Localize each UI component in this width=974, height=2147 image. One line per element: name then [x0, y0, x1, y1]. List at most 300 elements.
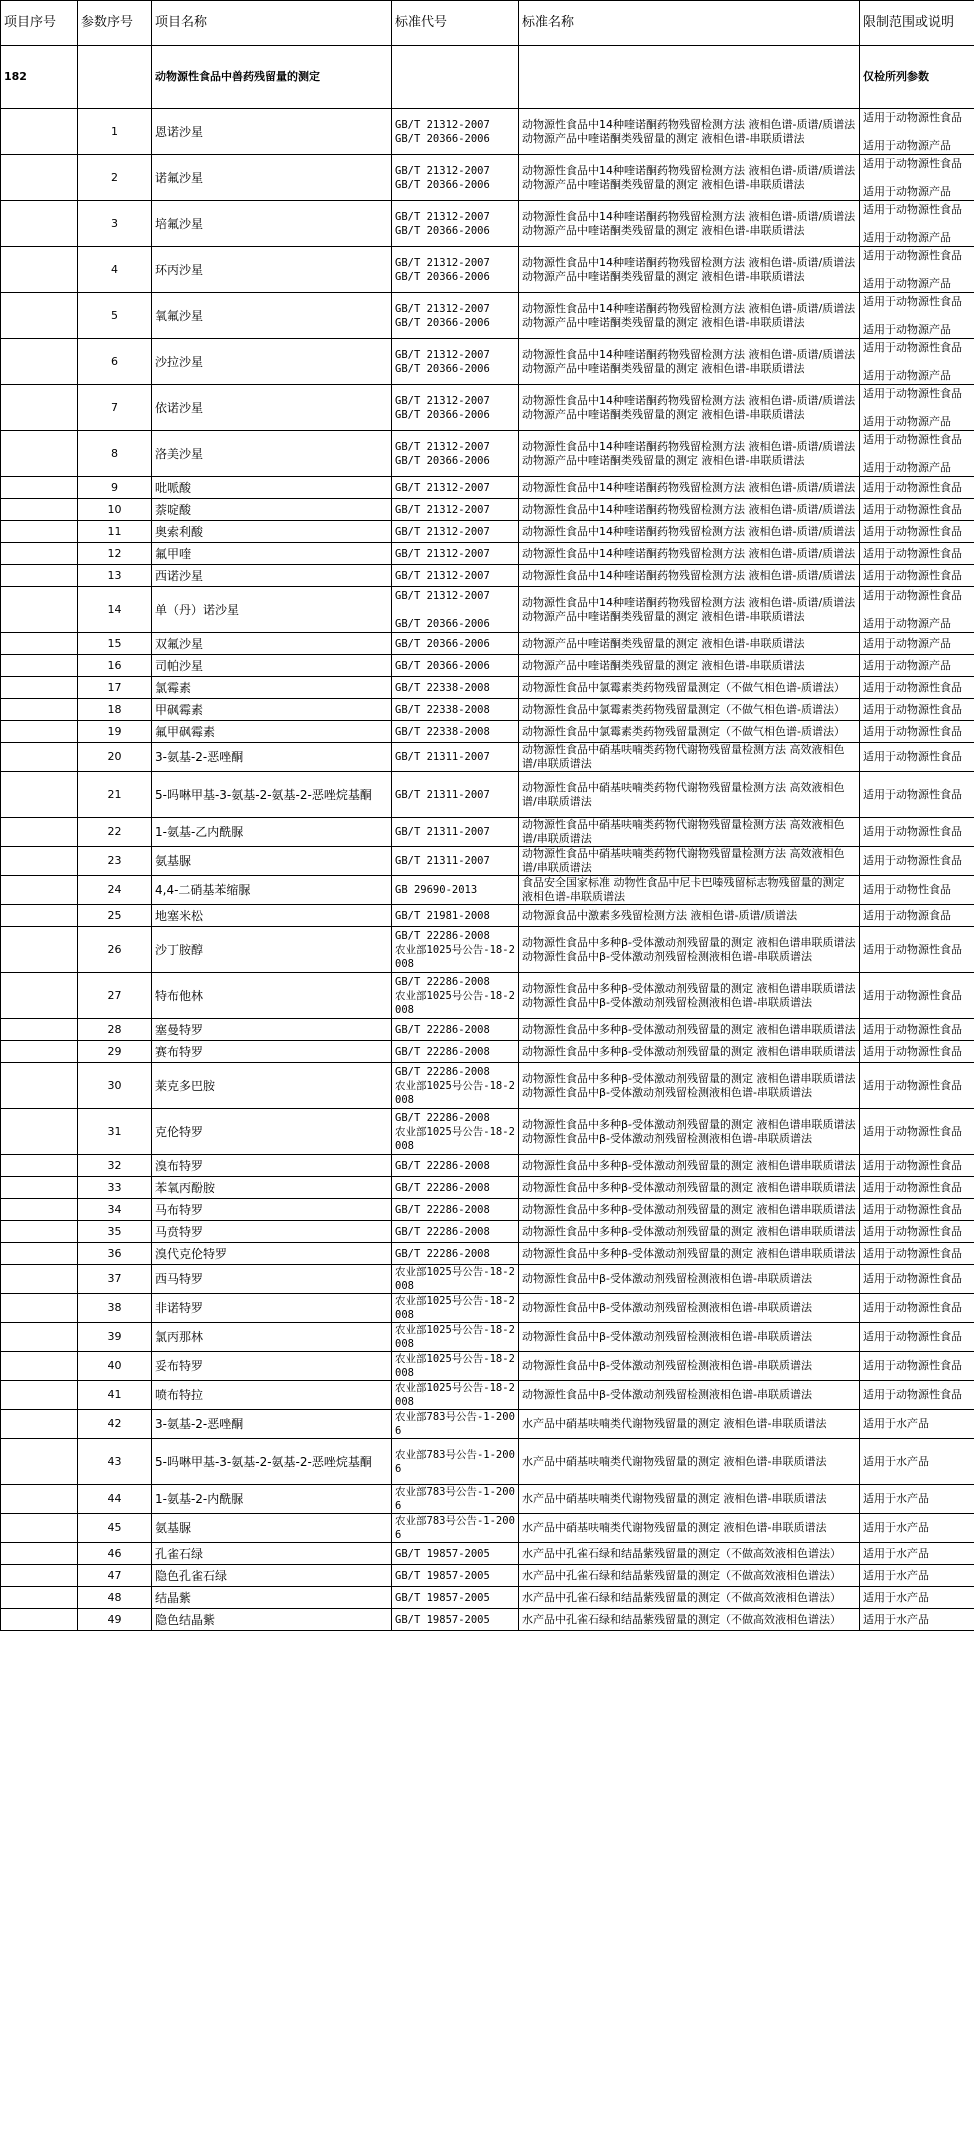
scope-cell: 适用于动物源性食品	[860, 772, 974, 818]
standard-code-cell: GB/T 21312-2007 GB/T 20366-2006	[392, 201, 519, 247]
project-no-cell	[1, 1109, 78, 1155]
table-row	[1, 1565, 974, 1587]
standard-code-cell: GB/T 22338-2008	[392, 677, 519, 699]
project-no-cell	[1, 927, 78, 973]
standard-name-cell: 动物源性食品中硝基呋喃类药物代谢物残留量检测方法 高效液相色谱/串联质谱法	[519, 818, 860, 847]
item-name-cell: 恩诺沙星	[152, 109, 392, 155]
project-no-cell	[1, 655, 78, 677]
standard-name-cell: 动物源性食品中多种β-受体激动剂残留量的测定 液相色谱串联质谱法 动物源性食品中β-受体激动剂残留检测液相色谱-串联质谱法	[519, 1063, 860, 1109]
scope-cell: 适用于动物源性食品	[860, 927, 974, 973]
param-no-cell: 40	[78, 1352, 152, 1381]
standard-name-cell: 动物源性食品中β-受体激动剂残留检测液相色谱-串联质谱法	[519, 1294, 860, 1323]
standard-code-cell: GB/T 21311-2007	[392, 847, 519, 876]
item-name-cell: 4,4-二硝基苯缩脲	[152, 876, 392, 905]
item-name-cell: 喷布特拉	[152, 1381, 392, 1410]
scope-cell: 适用于动物源性食品	[860, 699, 974, 721]
item-name-cell: 单（丹）诺沙星	[152, 587, 392, 633]
project-no-cell	[1, 109, 78, 155]
param-no-cell: 17	[78, 677, 152, 699]
project-no-cell	[1, 201, 78, 247]
standard-code-cell: GB/T 22286-2008 农业部1025号公告-18-2008	[392, 1109, 519, 1155]
param-no-cell: 3	[78, 201, 152, 247]
scope-cell: 适用于动物源性食品	[860, 818, 974, 847]
standard-code-cell: GB/T 21312-2007	[392, 499, 519, 521]
standard-code-cell: GB/T 21312-2007 GB/T 20366-2006	[392, 587, 519, 633]
item-name-cell: 氨基脲	[152, 1514, 392, 1543]
scope-cell: 适用于动物源性食品 适用于动物源产品	[860, 155, 974, 201]
scope-cell: 适用于动物源性食品	[860, 1109, 974, 1155]
table-row	[1, 1352, 974, 1381]
project-no-cell	[1, 1155, 78, 1177]
item-name-cell: 地塞米松	[152, 905, 392, 927]
scope-cell: 适用于动物源性食品 适用于动物源产品	[860, 385, 974, 431]
standard-code-cell: 农业部783号公告-1-2006	[392, 1514, 519, 1543]
group-standard-name	[519, 46, 860, 109]
standard-code-cell: GB/T 22286-2008	[392, 1155, 519, 1177]
standard-name-cell: 动物源产品中喹诺酮类残留量的测定 液相色谱-串联质谱法	[519, 655, 860, 677]
param-no-cell: 22	[78, 818, 152, 847]
param-no-cell: 18	[78, 699, 152, 721]
scope-cell: 适用于动物源性食品	[860, 1063, 974, 1109]
project-no-cell	[1, 1352, 78, 1381]
project-no-cell	[1, 973, 78, 1019]
item-name-cell: 氧氟沙星	[152, 293, 392, 339]
group-param-no	[78, 46, 152, 109]
param-no-cell: 25	[78, 905, 152, 927]
scope-cell: 适用于动物源性食品 适用于动物源产品	[860, 109, 974, 155]
table-row	[1, 1177, 974, 1199]
standard-code-cell: 农业部1025号公告-18-2008	[392, 1294, 519, 1323]
project-no-cell	[1, 1514, 78, 1543]
scope-cell: 适用于动物源性食品	[860, 973, 974, 1019]
standard-name-cell: 水产品中孔雀石绿和结晶紫残留量的测定（不做高效液相色谱法）	[519, 1543, 860, 1565]
scope-cell: 适用于水产品	[860, 1485, 974, 1514]
scope-cell: 适用于动物源性食品 适用于动物源产品	[860, 339, 974, 385]
table-row	[1, 1587, 974, 1609]
param-no-cell: 37	[78, 1265, 152, 1294]
item-name-cell: 妥布特罗	[152, 1352, 392, 1381]
table-row	[1, 973, 974, 1019]
scope-cell: 适用于水产品	[860, 1565, 974, 1587]
param-no-cell: 19	[78, 721, 152, 743]
standard-name-cell: 动物源性食品中氯霉素类药物残留量测定（不做气相色谱-质谱法）	[519, 721, 860, 743]
standard-code-cell: GB/T 22286-2008	[392, 1041, 519, 1063]
header-project-no: 项目序号	[1, 1, 78, 46]
standard-code-cell: GB/T 22286-2008 农业部1025号公告-18-2008	[392, 927, 519, 973]
item-name-cell: 隐色孔雀石绿	[152, 1565, 392, 1587]
standard-code-cell: GB/T 21312-2007 GB/T 20366-2006	[392, 431, 519, 477]
standard-name-cell: 动物源性食品中14种喹诺酮药物残留检测方法 液相色谱-质谱/质谱法	[519, 543, 860, 565]
table-row	[1, 431, 974, 477]
standard-code-cell: 农业部1025号公告-18-2008	[392, 1352, 519, 1381]
scope-cell: 适用于动物源性食品	[860, 1243, 974, 1265]
standard-name-cell: 动物源性食品中多种β-受体激动剂残留量的测定 液相色谱串联质谱法 动物源性食品中β-受体激动剂残留检测液相色谱-串联质谱法	[519, 1109, 860, 1155]
item-name-cell: 西诺沙星	[152, 565, 392, 587]
param-no-cell: 28	[78, 1019, 152, 1041]
scope-cell: 适用于动物源性食品 适用于动物源产品	[860, 201, 974, 247]
param-no-cell: 31	[78, 1109, 152, 1155]
scope-cell: 适用于动物源性食品	[860, 1294, 974, 1323]
standard-name-cell: 动物源性食品中硝基呋喃类药物代谢物残留量检测方法 高效液相色谱/串联质谱法	[519, 772, 860, 818]
standard-code-cell: GB/T 21312-2007 GB/T 20366-2006	[392, 155, 519, 201]
project-no-cell	[1, 1041, 78, 1063]
param-no-cell: 20	[78, 743, 152, 772]
standard-code-cell: GB/T 22286-2008	[392, 1177, 519, 1199]
header-project-name: 项目名称	[152, 1, 392, 46]
scope-cell: 适用于动物源性食品	[860, 565, 974, 587]
scope-cell: 适用于动物源性食品	[860, 1381, 974, 1410]
param-no-cell: 35	[78, 1221, 152, 1243]
param-no-cell: 30	[78, 1063, 152, 1109]
item-name-cell: 苯氧丙酚胺	[152, 1177, 392, 1199]
standard-code-cell: 农业部783号公告-1-2006	[392, 1485, 519, 1514]
standard-name-cell: 动物源性食品中14种喹诺酮药物残留检测方法 液相色谱-质谱/质谱法	[519, 499, 860, 521]
standard-code-cell: GB/T 22286-2008	[392, 1221, 519, 1243]
scope-cell: 适用于动物源性食品	[860, 521, 974, 543]
standard-code-cell: GB/T 21312-2007 GB/T 20366-2006	[392, 109, 519, 155]
standard-code-cell: GB/T 19857-2005	[392, 1609, 519, 1631]
project-no-cell	[1, 1439, 78, 1485]
standard-name-cell: 动物源性食品中β-受体激动剂残留检测液相色谱-串联质谱法	[519, 1381, 860, 1410]
scope-cell: 适用于动物源性食品	[860, 1019, 974, 1041]
scope-cell: 适用于水产品	[860, 1587, 974, 1609]
scope-cell: 适用于水产品	[860, 1543, 974, 1565]
project-no-cell	[1, 1485, 78, 1514]
table-row	[1, 677, 974, 699]
table-row	[1, 1199, 974, 1221]
scope-cell: 适用于动物源性食品 适用于动物源产品	[860, 431, 974, 477]
standard-name-cell: 动物源性食品中多种β-受体激动剂残留量的测定 液相色谱串联质谱法	[519, 1221, 860, 1243]
scope-cell: 适用于动物源产品	[860, 655, 974, 677]
table-row	[1, 155, 974, 201]
scope-cell: 适用于动物源产品	[860, 633, 974, 655]
item-name-cell: 溴布特罗	[152, 1155, 392, 1177]
project-no-cell	[1, 633, 78, 655]
group-note: 仅检所列参数	[860, 46, 974, 109]
param-no-cell: 4	[78, 247, 152, 293]
param-no-cell: 38	[78, 1294, 152, 1323]
project-no-cell	[1, 477, 78, 499]
standard-code-cell: GB/T 20366-2006	[392, 633, 519, 655]
param-no-cell: 11	[78, 521, 152, 543]
table-row	[1, 1243, 974, 1265]
standard-name-cell: 动物源性食品中硝基呋喃类药物代谢物残留量检测方法 高效液相色谱/串联质谱法	[519, 743, 860, 772]
param-no-cell: 5	[78, 293, 152, 339]
table-row	[1, 293, 974, 339]
project-no-cell	[1, 1609, 78, 1631]
standard-code-cell: GB/T 22338-2008	[392, 699, 519, 721]
table-row	[1, 1019, 974, 1041]
param-no-cell: 16	[78, 655, 152, 677]
standard-name-cell: 动物源性食品中氯霉素类药物残留量测定（不做气相色谱-质谱法）	[519, 699, 860, 721]
table-row	[1, 721, 974, 743]
table-row	[1, 201, 974, 247]
standard-name-cell: 动物源性食品中14种喹诺酮药物残留检测方法 液相色谱-质谱/质谱法 动物源产品中喹诺酮类残留量的测定 液相色谱-串联质谱法	[519, 587, 860, 633]
standard-name-cell: 动物源性食品中多种β-受体激动剂残留量的测定 液相色谱串联质谱法	[519, 1177, 860, 1199]
item-name-cell: 双氟沙星	[152, 633, 392, 655]
scope-cell: 适用于动物源性食品	[860, 543, 974, 565]
item-name-cell: 依诺沙星	[152, 385, 392, 431]
standard-name-cell: 动物源产品中喹诺酮类残留量的测定 液相色谱-串联质谱法	[519, 633, 860, 655]
item-name-cell: 诺氟沙星	[152, 155, 392, 201]
standard-code-cell: GB/T 21312-2007	[392, 521, 519, 543]
standard-code-cell: GB/T 22286-2008	[392, 1019, 519, 1041]
standard-code-cell: GB/T 21312-2007 GB/T 20366-2006	[392, 339, 519, 385]
table-row	[1, 743, 974, 772]
standard-code-cell: GB/T 21311-2007	[392, 818, 519, 847]
project-no-cell	[1, 543, 78, 565]
standard-code-cell: GB/T 21312-2007	[392, 543, 519, 565]
table-row	[1, 1439, 974, 1485]
project-no-cell	[1, 1177, 78, 1199]
table-row	[1, 1485, 974, 1514]
param-no-cell: 33	[78, 1177, 152, 1199]
table-row	[1, 1109, 974, 1155]
standard-code-cell: GB/T 20366-2006	[392, 655, 519, 677]
item-name-cell: 1-氨基-2-内酰脲	[152, 1485, 392, 1514]
standard-name-cell: 食品安全国家标准 动物性食品中尼卡巴嗪残留标志物残留量的测定 液相色谱-串联质谱法	[519, 876, 860, 905]
standard-code-cell: GB/T 19857-2005	[392, 1587, 519, 1609]
item-name-cell: 塞曼特罗	[152, 1019, 392, 1041]
project-no-cell	[1, 1294, 78, 1323]
param-no-cell: 2	[78, 155, 152, 201]
standard-code-cell: GB/T 22286-2008	[392, 1243, 519, 1265]
param-no-cell: 8	[78, 431, 152, 477]
standard-code-cell: GB/T 21312-2007 GB/T 20366-2006	[392, 385, 519, 431]
param-no-cell: 48	[78, 1587, 152, 1609]
project-no-cell	[1, 339, 78, 385]
param-no-cell: 24	[78, 876, 152, 905]
table-row	[1, 477, 974, 499]
table-row	[1, 1041, 974, 1063]
table-row	[1, 339, 974, 385]
item-name-cell: 1-氨基-乙内酰脲	[152, 818, 392, 847]
param-no-cell: 44	[78, 1485, 152, 1514]
standard-code-cell: GB/T 19857-2005	[392, 1543, 519, 1565]
table-row	[1, 847, 974, 876]
table-row	[1, 1323, 974, 1352]
item-name-cell: 氯丙那林	[152, 1323, 392, 1352]
standard-name-cell: 动物源性食品中14种喹诺酮药物残留检测方法 液相色谱-质谱/质谱法 动物源产品中喹诺酮类残留量的测定 液相色谱-串联质谱法	[519, 339, 860, 385]
item-name-cell: 奥索利酸	[152, 521, 392, 543]
group-project-no: 182	[1, 46, 78, 109]
standard-name-cell: 动物源性食品中14种喹诺酮药物残留检测方法 液相色谱-质谱/质谱法 动物源产品中喹诺酮类残留量的测定 液相色谱-串联质谱法	[519, 385, 860, 431]
standard-name-cell: 动物源性食品中14种喹诺酮药物残留检测方法 液相色谱-质谱/质谱法 动物源产品中喹诺酮类残留量的测定 液相色谱-串联质谱法	[519, 293, 860, 339]
scope-cell: 适用于水产品	[860, 1410, 974, 1439]
project-no-cell	[1, 1243, 78, 1265]
item-name-cell: 马布特罗	[152, 1199, 392, 1221]
table-row	[1, 543, 974, 565]
project-no-cell	[1, 1265, 78, 1294]
standard-name-cell: 动物源性食品中多种β-受体激动剂残留量的测定 液相色谱串联质谱法	[519, 1243, 860, 1265]
project-no-cell	[1, 385, 78, 431]
table-row	[1, 587, 974, 633]
standard-name-cell: 水产品中孔雀石绿和结晶紫残留量的测定（不做高效液相色谱法）	[519, 1609, 860, 1631]
item-name-cell: 5-吗啉甲基-3-氨基-2-氨基-2-恶唑烷基酮	[152, 1439, 392, 1485]
project-no-cell	[1, 431, 78, 477]
param-no-cell: 49	[78, 1609, 152, 1631]
project-no-cell	[1, 743, 78, 772]
project-no-cell	[1, 247, 78, 293]
item-name-cell: 洛美沙星	[152, 431, 392, 477]
standard-name-cell: 动物源性食品中14种喹诺酮药物残留检测方法 液相色谱-质谱/质谱法	[519, 521, 860, 543]
param-no-cell: 46	[78, 1543, 152, 1565]
table-row	[1, 1381, 974, 1410]
item-name-cell: 5-吗啉甲基-3-氨基-2-氨基-2-恶唑烷基酮	[152, 772, 392, 818]
item-name-cell: 赛布特罗	[152, 1041, 392, 1063]
project-no-cell	[1, 1063, 78, 1109]
project-no-cell	[1, 1543, 78, 1565]
standard-code-cell: GB/T 19857-2005	[392, 1565, 519, 1587]
item-name-cell: 溴代克伦特罗	[152, 1243, 392, 1265]
standard-code-cell: 农业部1025号公告-18-2008	[392, 1323, 519, 1352]
project-no-cell	[1, 565, 78, 587]
item-name-cell: 西马特罗	[152, 1265, 392, 1294]
table-row	[1, 1294, 974, 1323]
table-row	[1, 905, 974, 927]
header-standard-name: 标准名称	[519, 1, 860, 46]
standard-name-cell: 动物源性食品中多种β-受体激动剂残留量的测定 液相色谱串联质谱法	[519, 1155, 860, 1177]
table-row	[1, 633, 974, 655]
param-no-cell: 13	[78, 565, 152, 587]
standard-name-cell: 动物源性食品中14种喹诺酮药物残留检测方法 液相色谱-质谱/质谱法 动物源产品中喹诺酮类残留量的测定 液相色谱-串联质谱法	[519, 201, 860, 247]
item-name-cell: 甲砜霉素	[152, 699, 392, 721]
table-row	[1, 1265, 974, 1294]
item-name-cell: 结晶紫	[152, 1587, 392, 1609]
item-name-cell: 氨基脲	[152, 847, 392, 876]
project-no-cell	[1, 1410, 78, 1439]
standard-name-cell: 动物源性食品中多种β-受体激动剂残留量的测定 液相色谱串联质谱法 动物源性食品中β-受体激动剂残留检测液相色谱-串联质谱法	[519, 973, 860, 1019]
project-no-cell	[1, 155, 78, 201]
standard-name-cell: 水产品中硝基呋喃类代谢物残留量的测定 液相色谱-串联质谱法	[519, 1485, 860, 1514]
param-no-cell: 1	[78, 109, 152, 155]
scope-cell: 适用于动物源性食品	[860, 847, 974, 876]
standard-name-cell: 水产品中硝基呋喃类代谢物残留量的测定 液相色谱-串联质谱法	[519, 1439, 860, 1485]
param-no-cell: 6	[78, 339, 152, 385]
table-row	[1, 1543, 974, 1565]
project-no-cell	[1, 699, 78, 721]
scope-cell: 适用于动物源性食品 适用于动物源产品	[860, 587, 974, 633]
standard-name-cell: 动物源性食品中14种喹诺酮药物残留检测方法 液相色谱-质谱/质谱法 动物源产品中喹诺酮类残留量的测定 液相色谱-串联质谱法	[519, 431, 860, 477]
table-row	[1, 1063, 974, 1109]
scope-cell: 适用于动物源性食品 适用于动物源产品	[860, 293, 974, 339]
table-row	[1, 109, 974, 155]
standard-name-cell: 动物源性食品中14种喹诺酮药物残留检测方法 液相色谱-质谱/质谱法 动物源产品中喹诺酮类残留量的测定 液相色谱-串联质谱法	[519, 155, 860, 201]
project-no-cell	[1, 1587, 78, 1609]
project-no-cell	[1, 721, 78, 743]
table-row	[1, 499, 974, 521]
header-standard-code: 标准代号	[392, 1, 519, 46]
scope-cell: 适用于动物源性食品	[860, 1323, 974, 1352]
standard-code-cell: GB/T 21312-2007 GB/T 20366-2006	[392, 293, 519, 339]
header-scope: 限制范围或说明	[860, 1, 974, 46]
scope-cell: 适用于动物源性食品	[860, 1177, 974, 1199]
project-no-cell	[1, 1323, 78, 1352]
scope-cell: 适用于动物源食品	[860, 905, 974, 927]
standard-code-cell: GB/T 21312-2007 GB/T 20366-2006	[392, 247, 519, 293]
param-no-cell: 10	[78, 499, 152, 521]
standard-name-cell: 动物源性食品中14种喹诺酮药物残留检测方法 液相色谱-质谱/质谱法 动物源产品中喹诺酮类残留量的测定 液相色谱-串联质谱法	[519, 247, 860, 293]
param-no-cell: 39	[78, 1323, 152, 1352]
item-name-cell: 3-氨基-2-恶唑酮	[152, 743, 392, 772]
item-name-cell: 孔雀石绿	[152, 1543, 392, 1565]
param-no-cell: 27	[78, 973, 152, 1019]
standard-code-cell: GB/T 22286-2008	[392, 1199, 519, 1221]
project-no-cell	[1, 847, 78, 876]
standard-name-cell: 水产品中孔雀石绿和结晶紫残留量的测定（不做高效液相色谱法）	[519, 1565, 860, 1587]
project-no-cell	[1, 772, 78, 818]
standard-code-cell: GB/T 22286-2008 农业部1025号公告-18-2008	[392, 1063, 519, 1109]
group-project-name: 动物源性食品中兽药残留量的测定	[152, 46, 392, 109]
table-row	[1, 1514, 974, 1543]
param-no-cell: 21	[78, 772, 152, 818]
scope-cell: 适用于动物源性食品	[860, 1221, 974, 1243]
item-name-cell: 沙拉沙星	[152, 339, 392, 385]
scope-cell: 适用于动物源性食品	[860, 677, 974, 699]
scope-cell: 适用于动物源性食品	[860, 721, 974, 743]
table-row	[1, 655, 974, 677]
project-no-cell	[1, 1199, 78, 1221]
table-row	[1, 1155, 974, 1177]
project-no-cell	[1, 818, 78, 847]
item-name-cell: 隐色结晶紫	[152, 1609, 392, 1631]
param-no-cell: 36	[78, 1243, 152, 1265]
scope-cell: 适用于动物性食品	[860, 876, 974, 905]
table-row	[1, 385, 974, 431]
param-no-cell: 45	[78, 1514, 152, 1543]
standard-code-cell: GB/T 21312-2007	[392, 477, 519, 499]
scope-cell: 适用于动物源性食品	[860, 477, 974, 499]
item-name-cell: 克伦特罗	[152, 1109, 392, 1155]
param-no-cell: 29	[78, 1041, 152, 1063]
standard-name-cell: 水产品中硝基呋喃类代谢物残留量的测定 液相色谱-串联质谱法	[519, 1514, 860, 1543]
item-name-cell: 3-氨基-2-恶唑酮	[152, 1410, 392, 1439]
table-row	[1, 772, 974, 818]
item-name-cell: 司帕沙星	[152, 655, 392, 677]
project-no-cell	[1, 677, 78, 699]
standard-name-cell: 水产品中孔雀石绿和结晶紫残留量的测定（不做高效液相色谱法）	[519, 1587, 860, 1609]
standard-name-cell: 动物源性食品中14种喹诺酮药物残留检测方法 液相色谱-质谱/质谱法	[519, 477, 860, 499]
item-name-cell: 沙丁胺醇	[152, 927, 392, 973]
item-name-cell: 氟甲砜霉素	[152, 721, 392, 743]
standard-name-cell: 动物源食品中激素多残留检测方法 液相色谱-质谱/质谱法	[519, 905, 860, 927]
scope-cell: 适用于动物源性食品	[860, 1199, 974, 1221]
group-row	[1, 46, 974, 109]
table-row	[1, 1221, 974, 1243]
standard-code-cell: GB/T 21981-2008	[392, 905, 519, 927]
standard-code-cell: GB/T 21311-2007	[392, 772, 519, 818]
param-no-cell: 9	[78, 477, 152, 499]
scope-cell: 适用于动物源性食品	[860, 499, 974, 521]
project-no-cell	[1, 876, 78, 905]
table-row	[1, 818, 974, 847]
item-name-cell: 萘啶酸	[152, 499, 392, 521]
table-row	[1, 927, 974, 973]
param-no-cell: 34	[78, 1199, 152, 1221]
standard-name-cell: 动物源性食品中多种β-受体激动剂残留量的测定 液相色谱串联质谱法 动物源性食品中β-受体激动剂残留检测液相色谱-串联质谱法	[519, 927, 860, 973]
standard-name-cell: 动物源性食品中β-受体激动剂残留检测液相色谱-串联质谱法	[519, 1265, 860, 1294]
project-no-cell	[1, 521, 78, 543]
item-name-cell: 莱克多巴胺	[152, 1063, 392, 1109]
param-no-cell: 14	[78, 587, 152, 633]
param-no-cell: 26	[78, 927, 152, 973]
item-name-cell: 非诺特罗	[152, 1294, 392, 1323]
param-no-cell: 32	[78, 1155, 152, 1177]
standard-name-cell: 动物源性食品中多种β-受体激动剂残留量的测定 液相色谱串联质谱法	[519, 1199, 860, 1221]
table-row	[1, 1410, 974, 1439]
param-no-cell: 43	[78, 1439, 152, 1485]
item-name-cell: 吡哌酸	[152, 477, 392, 499]
